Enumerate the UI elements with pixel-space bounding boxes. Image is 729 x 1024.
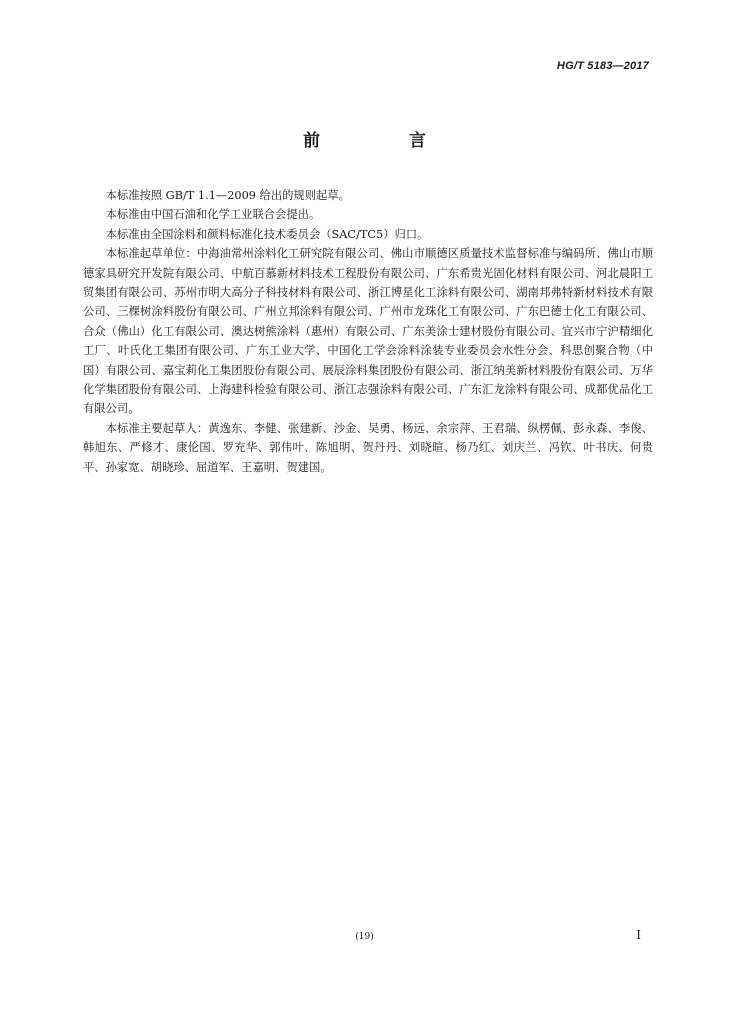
paragraph-main-drafters: 本标准主要起草人：黄逸东、李健、张建新、沙金、吴勇、杨远、余宗萍、王君瑞、纵楞佩、彭永森、李俊、韩旭东、严修才、康伦国、罗充华、郭伟叶、陈旭明、贺丹丹、刘晓暄、杨乃红、刘庆兰、冯钦、叶书庆、何贵平、孙家宽、胡晓珍、屈道军、王嘉明、贺建国。 [83,421,653,474]
paragraph-drafting-units: 本标准起草单位：中海油常州涂料化工研究院有限公司、佛山市顺德区质量技术监督标准与编码所、佛山市顺德家具研究开发院有限公司、中航百慕新材料技术工程股份有限公司、广东希贵光固化材料有限公司、河北晨阳工贸集团有限公司、苏州市明大高分子科技材料有限公司、浙江博星化工涂料有限公司、湖南邦弗特新材料技术有限公司、三棵树涂料股份有限公司、广州立邦涂料有限公司、广州市龙珠化工有限公司、广东巴德士化工有限公司、合众（佛山）化工有限公司、澳达树熊涂料（惠州）有限公司、广东美涂士建材股份有限公司、宜兴市宁沪精细化工厂、叶氏化工集团有限公司、广东工业大学、中国化工学会涂料涂装专业委员会水性分会、科思创聚合物（中国）有限公司、嘉宝莉化工集团股份有限公司、展辰涂料集团股份有限公司、浙江纳美新材料股份有限公司、万华化学集团股份有限公司、上海建科检验有限公司、浙江志强涂料有限公司、广东汇龙涂料有限公司、成都优品化工有限公司。 [83,247,653,416]
paragraph-technical-committee: 本标准由全国涂料和颜料标准化技术委员会（SAC/TC5）归口。 [105,227,429,241]
paragraph-drafting-rules: 本标准按照 GB/T 1.1—2009 给出的规则起草。 [105,189,350,202]
page-number-center: (19) [355,932,374,942]
page-title: 前 言 [303,131,462,151]
standard-code: HG/T 5183—2017 [556,60,649,72]
page-number-roman: I [636,928,641,942]
paragraph-proposer: 本标准由中国石油和化学工业联合会提出。 [105,208,321,222]
foreword-body [83,186,653,477]
